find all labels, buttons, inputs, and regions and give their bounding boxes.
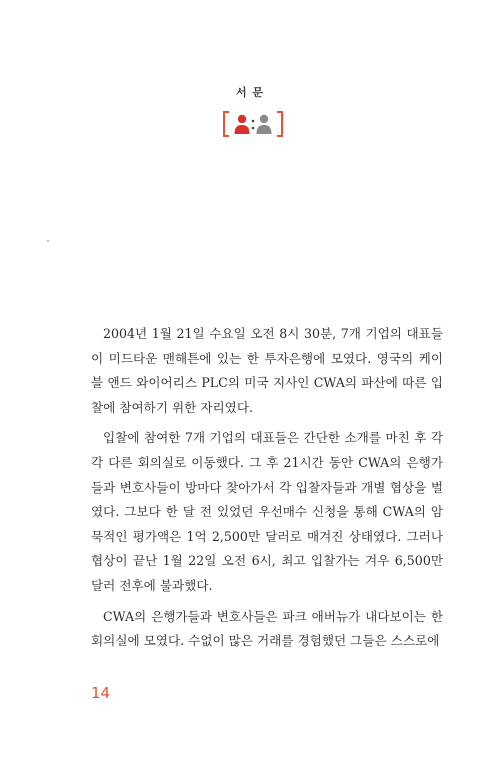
two-people-conversation-icon xyxy=(221,110,285,138)
paragraph: CWA의 은행가들과 변호사들은 파크 애버뉴가 내다보이는 한 회의실에 모였다. 수없이 많은 거래를 경험했던 그들은 스스로에 xyxy=(91,608,443,649)
body-text xyxy=(91,322,443,660)
left-bracket xyxy=(224,112,229,136)
right-bracket xyxy=(277,112,282,136)
page-number: 14 xyxy=(91,684,111,702)
grey-person-icon xyxy=(257,115,272,134)
page-speck xyxy=(47,240,49,242)
paragraph: 2004년 1월 21일 수요일 오전 8시 30분, 7개 기업의 대표들이 미드타운 맨해튼에 있는 한 투자은행에 모였다. 영국의 케이블 앤드 와이어리스 PLC의 미국 지사인 CWA의 파산에 따른 입찰에 참여하기 위한 자리였다. xyxy=(91,326,443,415)
paragraph: 입찰에 참여한 7개 기업의 대표들은 간단한 소개를 마친 후 각각 다른 회의실로 이동했다. 그 후 21시간 동안 CWA의 은행가들과 변호사들이 방마다 찾아가서 각 입찰자들과 개별 협상을 벌였다. 그보다 한 달 전 있었던 우선매수 신청을 통해 CWA의 암묵적인 평가액은 1억 2,500만 달러로 매겨진 상태였다. 그러나 협상이 끝난 1월 22일 오전 6시, 최고 입찰가는 겨우 6,500만 달러 전후에 불과했다. xyxy=(91,430,443,593)
chapter-title: 서 문 xyxy=(235,86,265,99)
red-person-icon xyxy=(235,115,250,134)
